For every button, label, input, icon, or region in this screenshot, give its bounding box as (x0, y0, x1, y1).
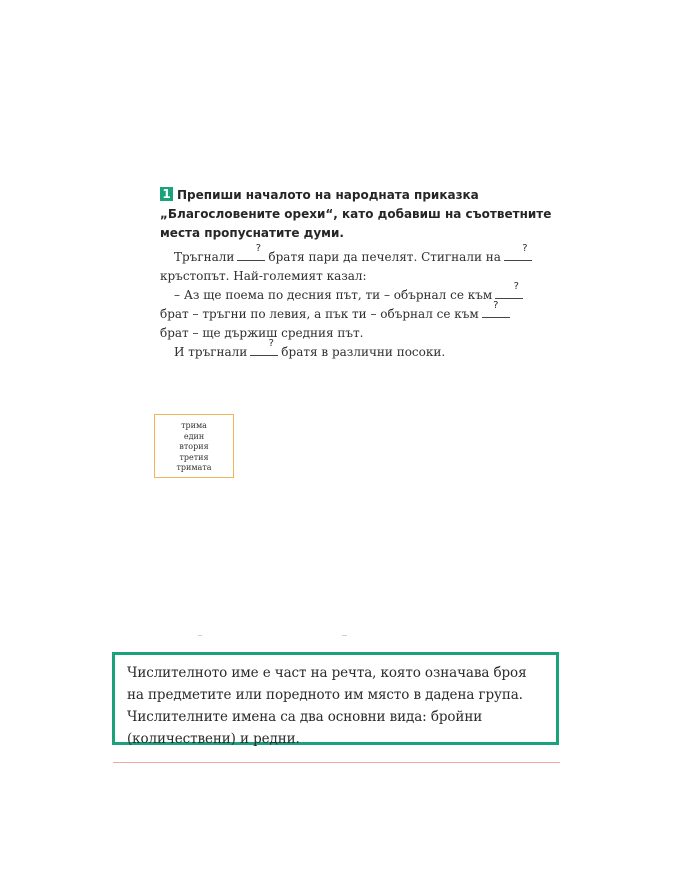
blank-gap: ? (482, 305, 510, 318)
task-instruction (160, 186, 555, 243)
blank-gap: ? (495, 286, 523, 299)
stray-mark (342, 635, 347, 636)
word-bank-item: един (183, 431, 205, 441)
passage-line: – Аз ще поема по десния път, ти – обърнал се към ? (160, 286, 555, 305)
word-bank-box (154, 414, 234, 478)
passage-line: брат – тръгни по левия, а пък ти – обърнал се към ? (160, 305, 555, 324)
passage-line: брат – ще държиш средния път. (160, 326, 364, 340)
definition-box (112, 652, 559, 745)
task-instruction-text: Препиши началото на народната приказка „Благословените орехи“, като добавиш на съответните места пропуснатите думи. (160, 188, 552, 240)
passage-line: Тръгнали ? братя пари да печелят. Стигнали на ? (160, 248, 555, 267)
word-bank-item: трима (181, 421, 207, 430)
word-bank-item: тримата (176, 463, 212, 472)
blank-gap: ? (250, 343, 278, 356)
blank-gap: ? (504, 248, 532, 261)
passage-line: кръстопът. Най-големият казал: (160, 269, 367, 283)
definition-text: Числителното име е част на речта, която означава броя на предметите или поредното им място в дадена група. Числителните имена са два основни вида: бройни (количествени) и редни. (127, 665, 527, 747)
task-number-badge: 1 (160, 187, 173, 201)
blank-gap: ? (237, 248, 265, 261)
word-bank-item: втория (179, 442, 209, 451)
word-bank-item: третия (179, 452, 209, 462)
passage-line: И тръгнали ? братя в различни посоки. (174, 338, 446, 359)
stray-mark (198, 635, 202, 636)
story-passage (160, 243, 555, 362)
bottom-divider (113, 762, 560, 763)
